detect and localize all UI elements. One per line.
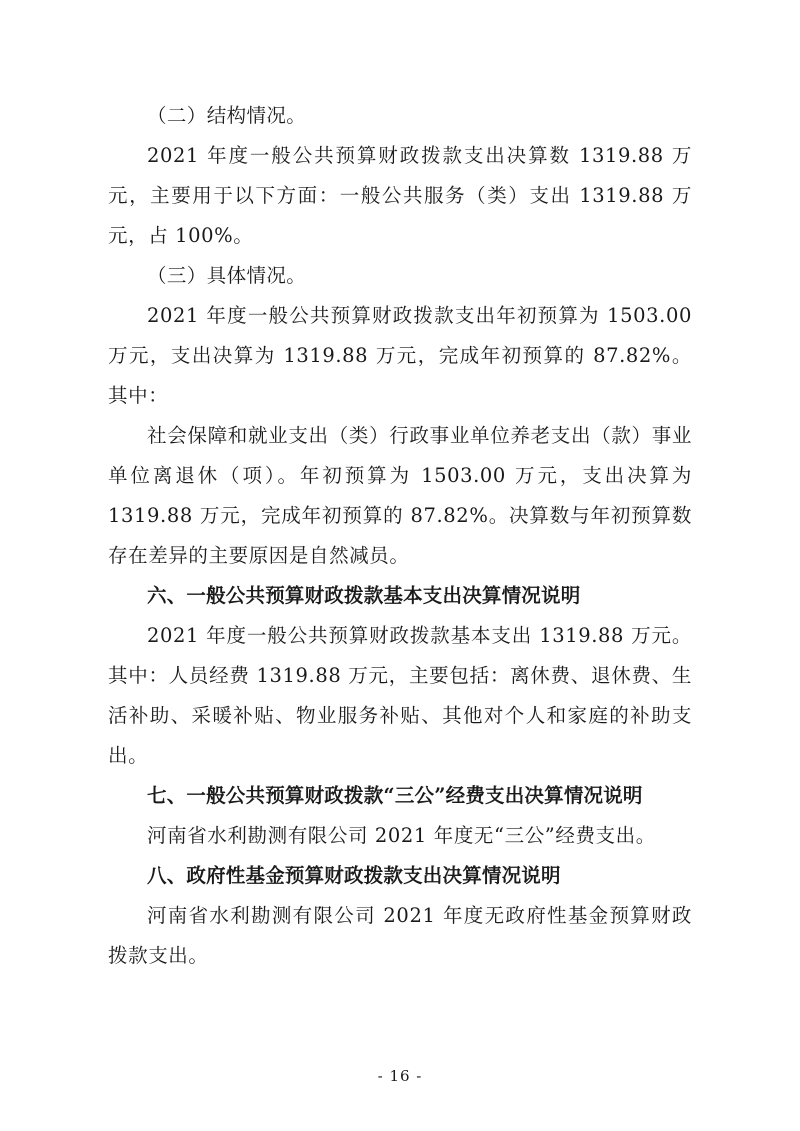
page-number: - 16 - bbox=[377, 1067, 423, 1085]
document-body bbox=[108, 96, 692, 976]
section-heading-seven: 七、一般公共预算财政拨款“三公”经费支出决算情况说明 bbox=[147, 784, 643, 807]
paragraph-specific-detail: 2021 年度一般公共预算财政拨款支出年初预算为 1503.00 万元，支出决算为 1319.88 万元，完成年初预算的 87.82%。其中： bbox=[108, 304, 692, 407]
paragraph-basic-expenditure: 2021 年度一般公共预算财政拨款基本支出 1319.88 万元。其中：人员经费 1319.88 万元，主要包括：离休费、退休费、生活补助、采暖补贴、物业服务补贴、其他对个人和家庭的补助支出。 bbox=[108, 624, 692, 767]
section-heading-six: 六、一般公共预算财政拨款基本支出决算情况说明 bbox=[147, 584, 581, 607]
paragraph-structure-detail: 2021 年度一般公共预算财政拨款支出决算数 1319.88 万元，主要用于以下方面：一般公共服务（类）支出 1319.88 万元，占 100%。 bbox=[108, 144, 692, 247]
paragraph-three-public-expenses: 河南省水利勘测有限公司 2021 年度无“三公”经费支出。 bbox=[147, 824, 656, 847]
section-heading-eight: 八、政府性基金预算财政拨款支出决算情况说明 bbox=[147, 864, 561, 887]
paragraph-specific-heading: （三）具体情况。 bbox=[147, 264, 307, 287]
paragraph-government-fund: 河南省水利勘测有限公司 2021 年度无政府性基金预算财政拨款支出。 bbox=[108, 904, 692, 967]
paragraph-social-security-detail: 社会保障和就业支出（类）行政事业单位养老支出（款）事业单位离退休（项）。年初预算为 1503.00 万元，支出决算为 1319.88 万元，完成年初预算的 87.82%。决算数与年初预算数存在差异的主要原因是自然减员。 bbox=[108, 424, 692, 567]
paragraph-structure-heading: （二）结构情况。 bbox=[147, 104, 307, 127]
